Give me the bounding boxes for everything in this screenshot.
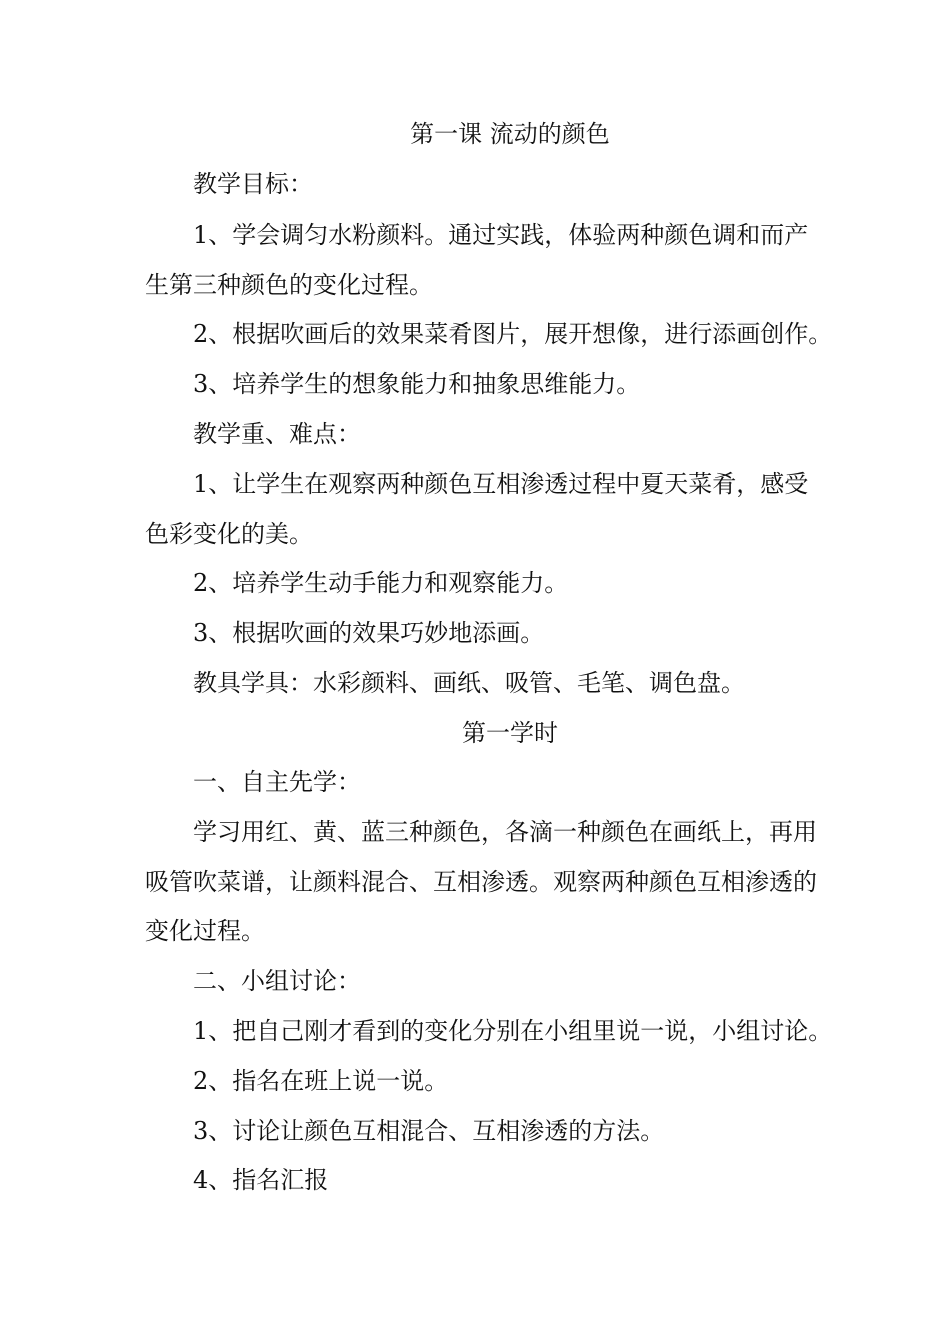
lesson-title: 第一课 流动的颜色 (410, 120, 610, 148)
section-2-item-4: 4、指名汇报 (193, 1166, 329, 1194)
goal-3: 3、培养学生的想象能力和抽象思维能力。 (193, 370, 641, 398)
section-1-line-3: 变化过程。 (145, 917, 265, 945)
goal-1-line-2: 生第三种颜色的变化过程。 (145, 271, 433, 299)
goal-1-line-1: 1、学会调匀水粉颜料。通过实践，体验两种颜色调和而产 (193, 221, 809, 249)
keypoint-1-line-1: 1、让学生在观察两种颜色互相渗透过程中夏天菜肴，感受 (193, 470, 809, 498)
keypoints-heading: 教学重、难点： (193, 420, 361, 448)
keypoint-1-line-2: 色彩变化的美。 (145, 520, 313, 548)
goals-heading: 教学目标： (193, 170, 313, 198)
section-2-item-2: 2、指名在班上说一说。 (193, 1067, 449, 1095)
section-1-line-1: 学习用红、黄、蓝三种颜色，各滴一种颜色在画纸上，再用 (193, 818, 817, 846)
teaching-tools: 教具学具：水彩颜料、画纸、吸管、毛笔、调色盘。 (193, 669, 745, 697)
keypoint-2: 2、培养学生动手能力和观察能力。 (193, 569, 569, 597)
session-title: 第一学时 (462, 719, 558, 747)
section-2-heading: 二、小组讨论： (193, 967, 361, 995)
section-2-item-3: 3、讨论让颜色互相混合、互相渗透的方法。 (193, 1117, 665, 1145)
goal-2: 2、根据吹画后的效果菜肴图片，展开想像，进行添画创作。 (193, 320, 833, 348)
section-1-heading: 一、自主先学： (193, 768, 361, 796)
section-2-item-1: 1、把自己刚才看到的变化分别在小组里说一说，小组讨论。 (193, 1017, 833, 1045)
section-1-line-2: 吸管吹菜谱，让颜料混合、互相渗透。观察两种颜色互相渗透的 (145, 868, 817, 896)
keypoint-3: 3、根据吹画的效果巧妙地添画。 (193, 619, 545, 647)
